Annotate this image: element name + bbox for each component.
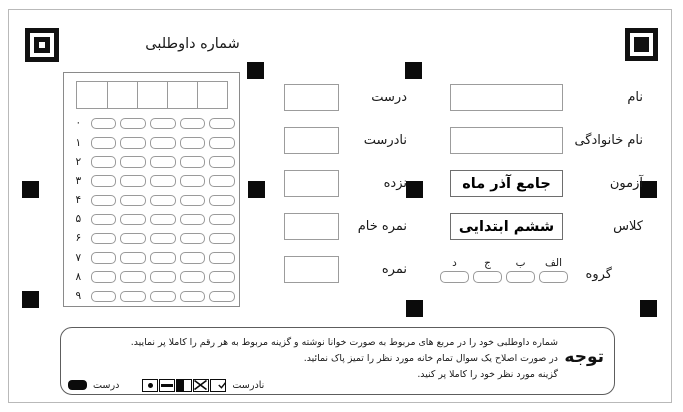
group-option-1[interactable] [539,258,568,283]
legend-incorrect [141,379,264,392]
candidate-bubble-r۱-c2[interactable] [120,137,146,149]
candidate-bubble-r۰-c3[interactable] [150,118,176,130]
alignment-tick-mid-2 [406,181,423,198]
candidate-number-title: شماره داوطلبی [145,36,240,52]
input-incorrect-count[interactable] [284,127,339,154]
candidate-bubble-r۴-c2[interactable] [120,195,146,207]
group-option-bubble[interactable] [440,271,469,283]
bubble-row-۵ [70,210,235,229]
candidate-bubble-r۱-c4[interactable] [180,137,206,149]
candidate-number-bubble-grid [70,114,235,306]
check-box-icon [210,379,226,392]
bubble-row-digit-label: ۵ [75,213,82,226]
candidate-number-write-in-row [76,81,228,109]
candidate-bubble-r۱-c1[interactable] [91,137,117,149]
input-exam[interactable] [450,170,563,197]
bubble-row-۲ [70,152,235,171]
candidate-bubble-r۶-c2[interactable] [120,233,146,245]
field-row-incorrect [284,127,407,154]
candidate-digit-box-5[interactable] [197,82,227,108]
candidate-bubble-r۸-c4[interactable] [180,271,206,283]
candidate-bubble-r۳-c2[interactable] [120,175,146,187]
candidate-bubble-r۷-c5[interactable] [209,252,235,264]
bubble-row-digit-label: ۸ [75,270,82,283]
instruction-line-1: شماره داوطلبی خود را در مربع های مربوط به صورت خوانا نوشته و گزینه مربوط به هر رقم را کاملا پر نمایید. [130,337,558,348]
candidate-bubble-r۰-c2[interactable] [120,118,146,130]
candidate-bubble-r۳-c3[interactable] [150,175,176,187]
group-option-letter: ج [484,257,491,269]
alignment-tick-bottom-1 [406,300,423,317]
legend-correct [68,380,119,391]
candidate-bubble-r۵-c5[interactable] [209,214,235,226]
group-options [436,258,568,283]
candidate-bubble-r۴-c1[interactable] [91,195,117,207]
candidate-bubble-r۶-c4[interactable] [180,233,206,245]
candidate-bubble-r۸-c1[interactable] [91,271,117,283]
bubble-row-digit-label: ۶ [75,232,82,245]
candidate-bubble-r۰-c1[interactable] [91,118,117,130]
bubble-row-۳ [70,172,235,191]
bubble-row-۹ [70,287,235,306]
alignment-tick-mid-1 [248,181,265,198]
alignment-tick-bottom-2 [640,300,657,317]
label-score: نمره [381,262,407,277]
candidate-bubble-r۹-c3[interactable] [150,291,176,303]
candidate-bubble-r۶-c5[interactable] [209,233,235,245]
candidate-bubble-r۲-c2[interactable] [120,156,146,168]
candidate-bubble-r۹-c1[interactable] [91,291,117,303]
candidate-bubble-r۷-c4[interactable] [180,252,206,264]
field-row-exam [450,170,643,197]
candidate-bubble-r۴-c5[interactable] [209,195,235,207]
alignment-tick-left-2 [22,291,39,308]
bubble-row-digit-label: ۴ [75,194,82,207]
input-class[interactable] [450,213,563,240]
candidate-bubble-r۶-c1[interactable] [91,233,117,245]
candidate-digit-box-1[interactable] [77,82,107,108]
field-row-family-name [450,127,643,154]
field-row-class [450,213,643,240]
candidate-bubble-r۹-c2[interactable] [120,291,146,303]
candidate-bubble-r۳-c5[interactable] [209,175,235,187]
candidate-bubble-r۲-c4[interactable] [180,156,206,168]
half-filled-box-icon [176,379,192,392]
alignment-tick-left-1 [22,181,39,198]
candidate-bubble-r۴-c4[interactable] [180,195,206,207]
candidate-bubble-r۲-c5[interactable] [209,156,235,168]
candidate-bubble-r۲-c3[interactable] [150,156,176,168]
group-option-letter: د [452,257,457,269]
label-incorrect-count: نادرست [363,133,407,148]
label-group: گروه [585,266,612,282]
bubble-row-۸ [70,268,235,287]
group-option-3[interactable] [473,258,502,283]
field-row-raw-score [284,213,407,240]
candidate-bubble-r۴-c3[interactable] [150,195,176,207]
label-name: نام [627,90,643,105]
candidate-bubble-r۸-c2[interactable] [120,271,146,283]
bubble-row-digit-label: ۹ [75,290,82,303]
candidate-bubble-r۹-c5[interactable] [209,291,235,303]
input-family-name[interactable] [450,127,563,154]
bubble-row-۶ [70,229,235,248]
label-family-name: نام خانوادگی [574,133,643,148]
group-option-letter: الف [545,257,562,269]
candidate-number-panel [63,72,240,307]
input-score[interactable] [284,256,339,283]
candidate-digit-box-4[interactable] [167,82,197,108]
candidate-bubble-r۵-c3[interactable] [150,214,176,226]
instruction-line-2: در صورت اصلاح یک سوال تمام خانه مورد نظر را تمیز پاک نمائید. [303,353,558,365]
dot-box-icon [142,379,158,392]
value-exam: جامع آذر ماه [462,175,551,192]
bubble-row-۱ [70,133,235,152]
group-option-bubble[interactable] [473,271,502,283]
label-class: کلاس [613,219,643,234]
group-option-letter: ب [515,257,526,269]
candidate-bubble-r۱-c3[interactable] [150,137,176,149]
bubble-row-digit-label: ۲ [75,155,82,168]
registration-mark-top-left-icon [25,28,59,62]
value-class: ششم ابتدایی [458,218,555,235]
registration-mark-top-right-icon [625,28,658,61]
field-row-name [450,84,643,111]
marking-legend [68,377,308,393]
input-unanswered-count[interactable] [284,170,339,197]
candidate-bubble-r۳-c1[interactable] [91,175,117,187]
instruction-line-3: گزینه مورد نظر خود را کاملا پر کنید. [417,369,558,381]
bubble-row-digit-label: ۷ [75,251,82,264]
field-row-score [284,256,407,283]
cross-box-icon [193,379,209,392]
candidate-bubble-r۵-c4[interactable] [180,214,206,226]
field-row-unanswered [284,170,407,197]
candidate-bubble-r۸-c5[interactable] [209,271,235,283]
candidate-bubble-r۷-c2[interactable] [120,252,146,264]
alignment-tick-top-1 [247,62,264,79]
candidate-digit-box-2[interactable] [107,82,137,108]
input-name[interactable] [450,84,563,111]
group-option-bubble[interactable] [506,271,535,283]
candidate-bubble-r۳-c4[interactable] [180,175,206,187]
label-raw-score: نمره خام [357,219,407,234]
input-raw-score[interactable] [284,213,339,240]
bubble-row-digit-label: ۰ [75,117,82,130]
candidate-digit-box-3[interactable] [137,82,167,108]
bubble-row-digit-label: ۱ [75,136,82,149]
bubble-row-۷ [70,248,235,267]
bubble-row-digit-label: ۳ [75,174,82,187]
candidate-bubble-r۰-c4[interactable] [180,118,206,130]
candidate-bubble-r۰-c5[interactable] [209,118,235,130]
group-option-2[interactable] [506,258,535,283]
group-option-bubble[interactable] [539,271,568,283]
candidate-bubble-r۱-c5[interactable] [209,137,235,149]
label-correct-count: درست [371,90,407,105]
bar-box-icon [159,379,175,392]
alignment-tick-top-2 [405,62,422,79]
candidate-bubble-r۷-c1[interactable] [91,252,117,264]
label-exam: آزمون [609,176,643,191]
field-row-correct [284,84,407,111]
group-option-4[interactable] [440,258,469,283]
field-row-group [436,258,612,283]
bubble-row-۴ [70,191,235,210]
incorrect-mark-examples [141,379,226,392]
instructions-heading: توجه [564,347,604,367]
candidate-bubble-r۷-c3[interactable] [150,252,176,264]
input-correct-count[interactable] [284,84,339,111]
candidate-bubble-r۶-c3[interactable] [150,233,176,245]
candidate-bubble-r۲-c1[interactable] [91,156,117,168]
label-unanswered-count: نزده [383,176,407,191]
filled-oval-icon [68,380,87,390]
bubble-row-۰ [70,114,235,133]
candidate-bubble-r۵-c1[interactable] [91,214,117,226]
legend-correct-label: درست [93,379,120,391]
candidate-bubble-r۹-c4[interactable] [180,291,206,303]
candidate-bubble-r۸-c3[interactable] [150,271,176,283]
candidate-bubble-r۵-c2[interactable] [120,214,146,226]
legend-incorrect-label: نادرست [232,379,265,391]
